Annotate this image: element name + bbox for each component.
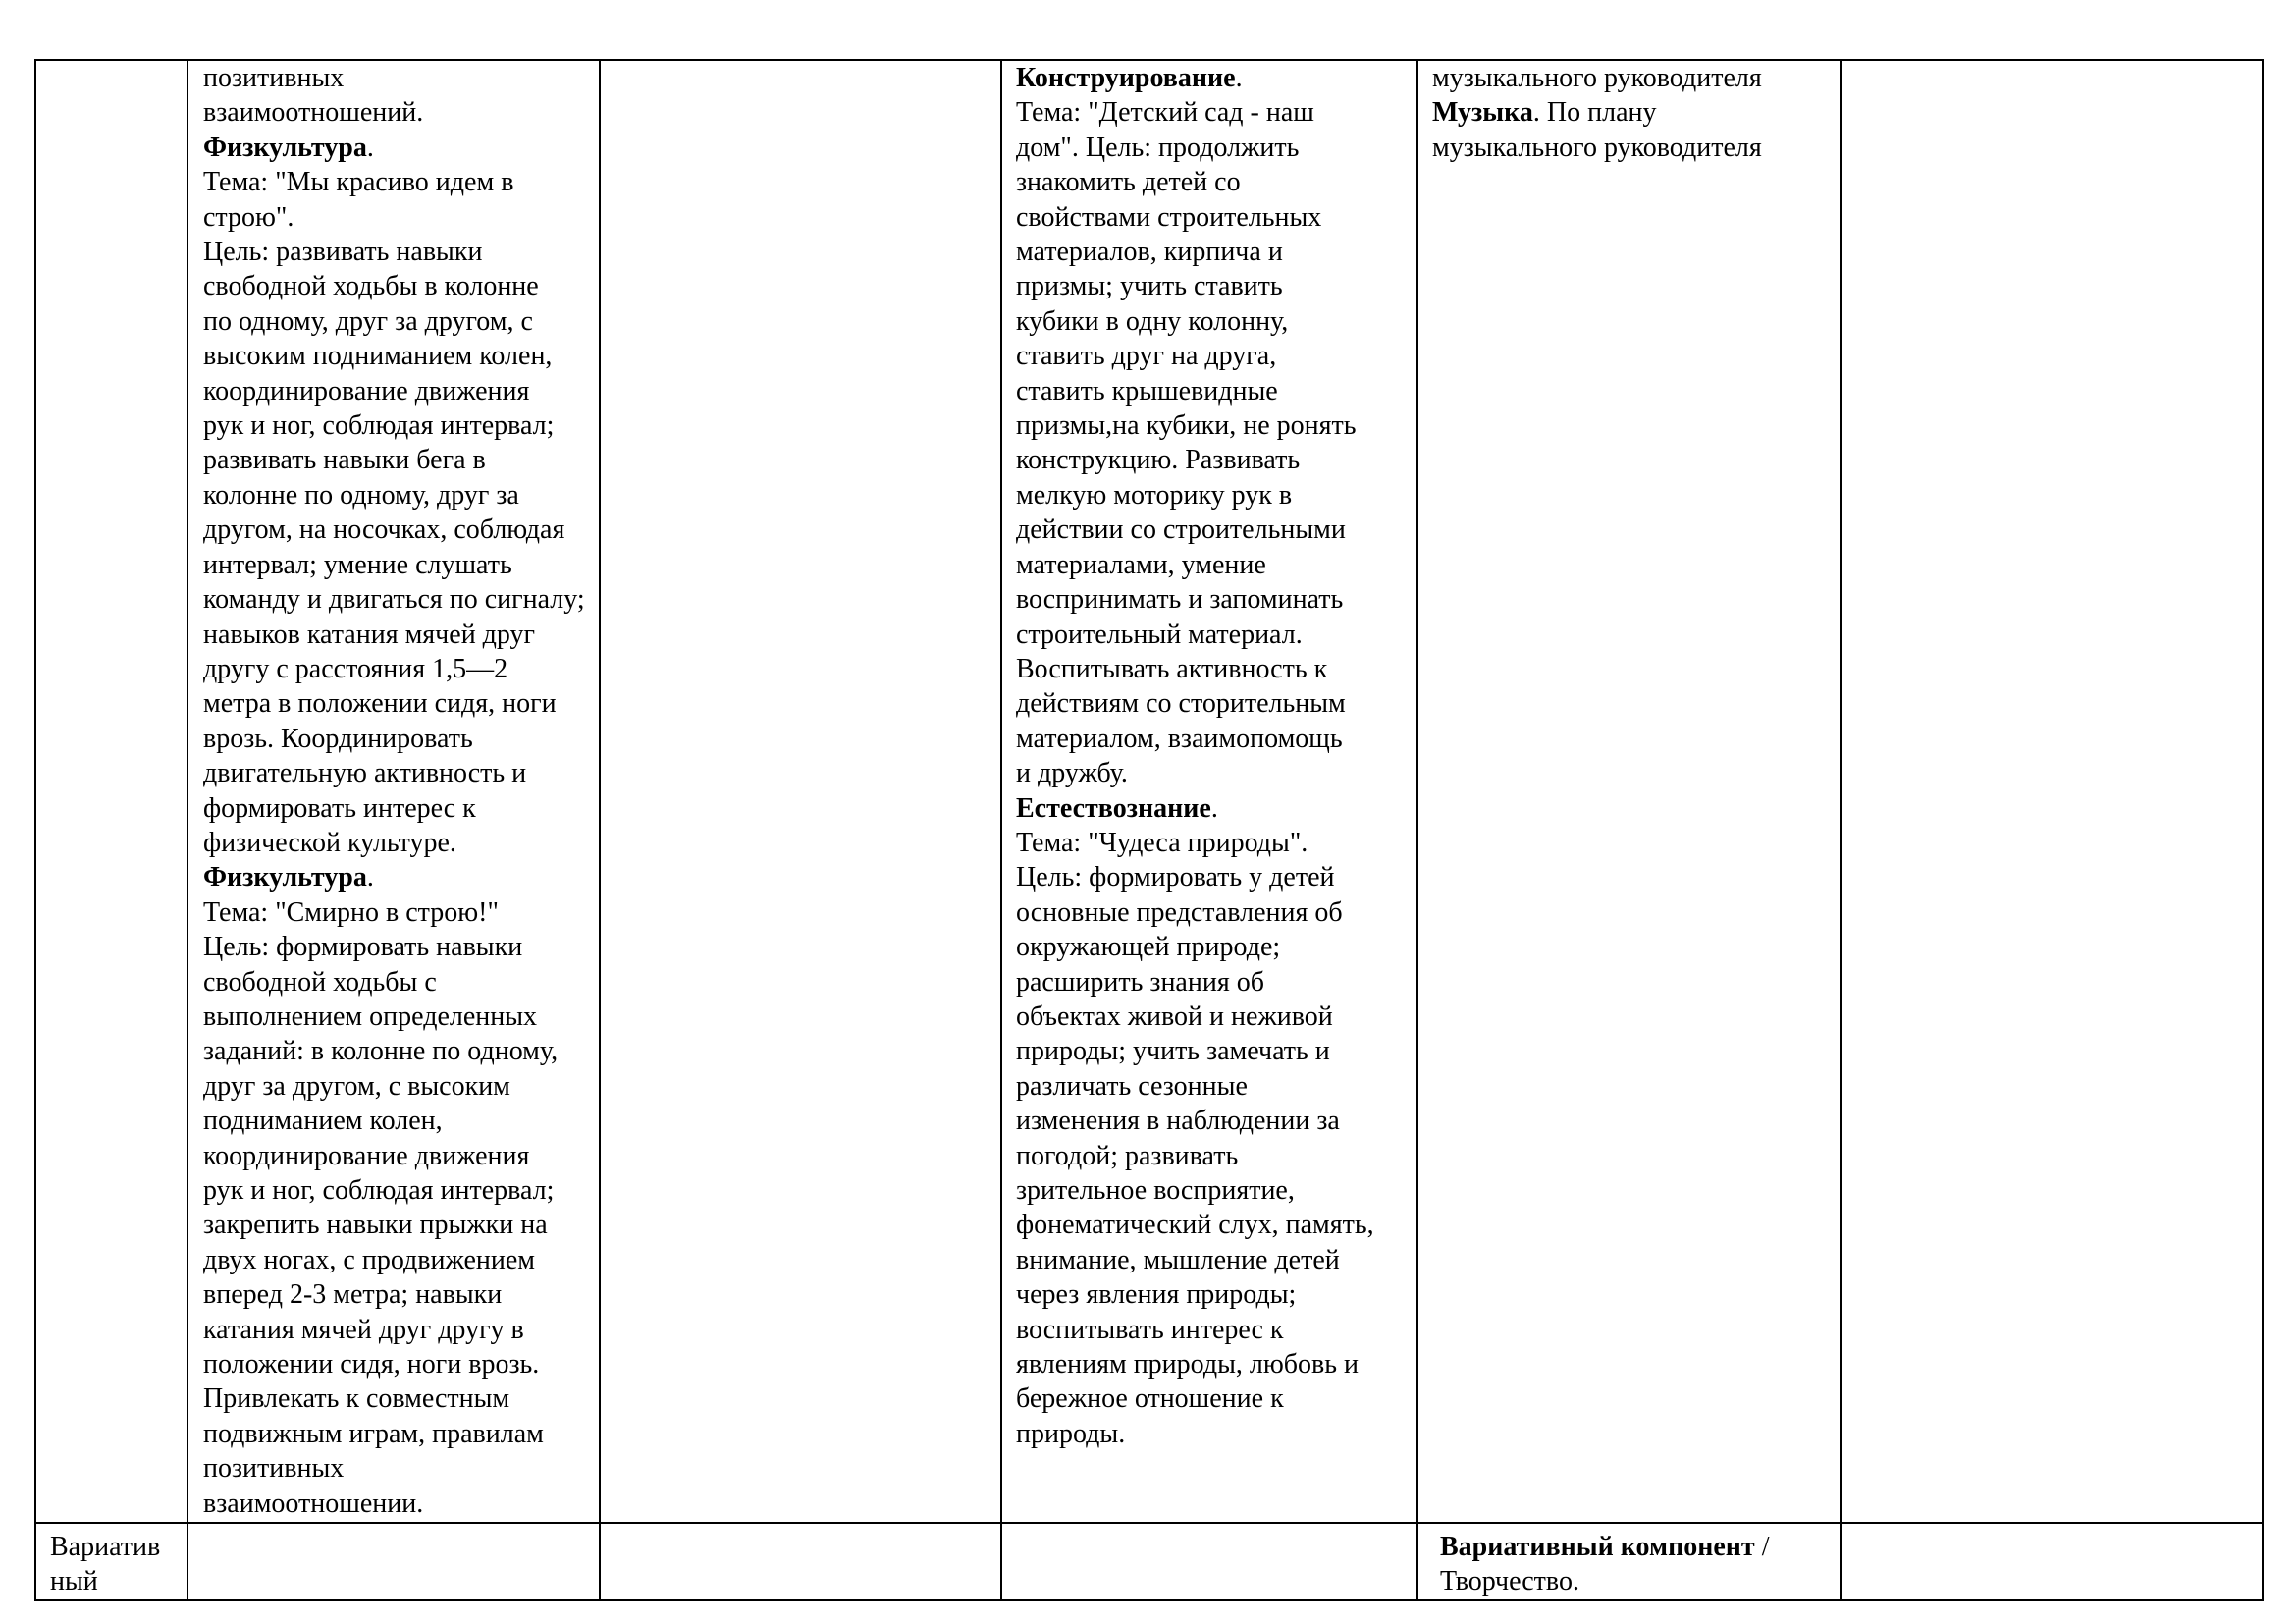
cell-variative-component (1417, 1523, 1841, 1600)
cell-text-run: . Тема: "Чудеса природы". Цель: формировать у детей основные представления об окружающей природе; расширить знания об объектах живой и неживой природы; учить замечать и различать сезонные изменения в наблюдении за погодой; развивать зрительное восприятие, фонематический слух, память, внимание, мышление детей через явления природы; воспитывать интерес к явлениям природы, любовь и бережное отношение к природы. (1016, 792, 1374, 1449)
cell-text (1418, 61, 1840, 165)
cell-text-run: . Тема: "Детский сад - наш дом". Цель: продолжить знакомить детей со свойствами строительных материалов, кирпича и призмы; учить ставить кубики в одну колонну, ставить друг на друга, ставить крышевидные призмы,на кубики, не ронять конструкцию. Развивать мелкую моторику рук в действии со строительными материалами, умение воспринимать и запоминать строительный материал. Воспитывать активность к действиям со сторительным материалом, взаимопомощь и дружбу. (1016, 63, 1357, 789)
cell-text (188, 61, 599, 1521)
cell-text-run: . Тема: "Смирно в строю!" Цель: формировать навыки свободной ходьбы с выполнением определенных заданий: в колонне по одному, друг за другом, с высоким подниманием колен, координирование движения рук и ног, соблюдая интервал; закрепить навыки прыжки на двух ногах, с продвижением вперед 2-3 метра; навыки катания мячей друг другу в положении сидя, ноги врозь. Привлекать к совместным подвижным играм, правилам позитивных взаимоотношении. (203, 862, 559, 1519)
cell-text (1418, 1524, 1840, 1599)
table-row-activities (35, 60, 2263, 1523)
plan-table (34, 59, 2264, 1601)
subject-heading: Музыка (1432, 97, 1533, 129)
cell-empty (600, 60, 1001, 1523)
subject-heading: Вариативный компонент (1440, 1532, 1755, 1562)
cell-text-run: музыкального руководителя (1432, 63, 1762, 93)
subject-heading: Естествознание (1016, 792, 1211, 824)
cell-physical-education (187, 60, 600, 1523)
cell-text (1002, 61, 1416, 1451)
table-row-variative (35, 1523, 2263, 1600)
cell-section-label (35, 60, 187, 1523)
cell-text (36, 61, 187, 67)
cell-variative-label (35, 1523, 187, 1600)
cell-text: Вариатив ный (50, 1532, 161, 1597)
cell-empty (600, 1523, 1001, 1600)
subject-heading: Конструирование (1016, 63, 1236, 93)
cell-text-run: . По плану музыкального руководителя (1432, 97, 1762, 163)
cell-text-run: позитивных взаимоотношений. (203, 63, 424, 129)
cell-empty (1841, 60, 2263, 1523)
cell-text-run: / Творчество. (1440, 1532, 1770, 1597)
cell-empty (1841, 1523, 2263, 1600)
subject-heading: Физкультура (203, 862, 367, 893)
cell-music (1417, 60, 1841, 1523)
cell-empty (1001, 1523, 1417, 1600)
cell-construction-nature (1001, 60, 1417, 1523)
subject-heading: Физкультура (203, 132, 367, 163)
cell-text-run: . Тема: "Мы красиво идем в строю". Цель: развивать навыки свободной ходьбы в колонне по одному, друг за другом, с высоким подниманием колен, координирование движения рук и ног, соблюдая интервал; развивать навыки бега в колонне по одному, друг за другом, на носочках, соблюдая интервал; умение слушать команду и двигаться по сигналу; навыков катания мячей друг другу с расстояния 1,5—2 метра в положении сидя, ноги врозь. Координировать двигательную активность и формировать интерес к физической культуре. (203, 132, 585, 858)
cell-empty (187, 1523, 600, 1600)
